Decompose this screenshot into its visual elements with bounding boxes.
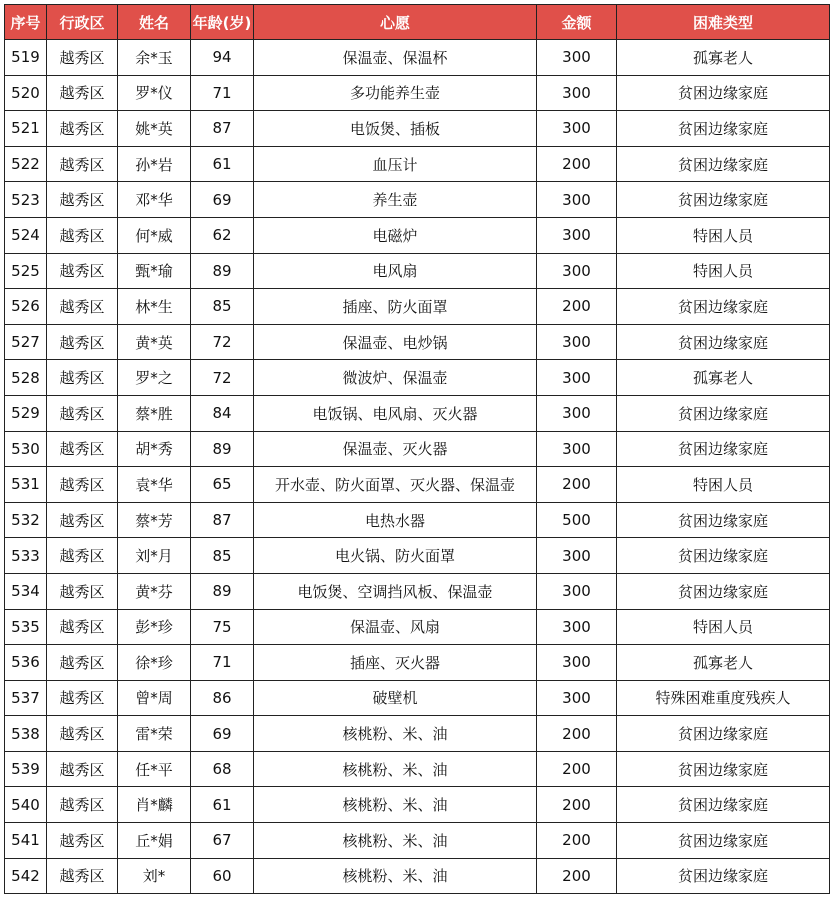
- cell-wish: 电饭锅、电风扇、灭火器: [254, 395, 537, 431]
- cell-age: 84: [191, 395, 254, 431]
- cell-district: 越秀区: [47, 467, 118, 503]
- table-row: [5, 751, 830, 787]
- cell-difficulty-type: 贫困边缘家庭: [617, 395, 830, 431]
- table-row: [5, 823, 830, 859]
- cell-wish: 插座、防火面罩: [254, 289, 537, 325]
- header-wish: 心愿: [254, 5, 537, 40]
- cell-age: 61: [191, 146, 254, 182]
- table-row: [5, 858, 830, 894]
- cell-amount: 300: [537, 395, 617, 431]
- cell-district: 越秀区: [47, 111, 118, 147]
- table-row: [5, 538, 830, 574]
- cell-district: 越秀区: [47, 645, 118, 681]
- header-amount: 金额: [537, 5, 617, 40]
- cell-amount: 500: [537, 502, 617, 538]
- cell-age: 72: [191, 324, 254, 360]
- header-difficulty-type: 困难类型: [617, 5, 830, 40]
- table-row: [5, 217, 830, 253]
- cell-name: 林*生: [118, 289, 191, 325]
- cell-wish: 保温壶、保温杯: [254, 40, 537, 76]
- cell-amount: 300: [537, 40, 617, 76]
- cell-amount: 300: [537, 182, 617, 218]
- cell-amount: 300: [537, 360, 617, 396]
- cell-amount: 300: [537, 217, 617, 253]
- cell-difficulty-type: 特困人员: [617, 467, 830, 503]
- cell-difficulty-type: 贫困边缘家庭: [617, 716, 830, 752]
- cell-wish: 核桃粉、米、油: [254, 716, 537, 752]
- cell-name: 蔡*芳: [118, 502, 191, 538]
- cell-name: 甄*瑜: [118, 253, 191, 289]
- cell-amount: 300: [537, 111, 617, 147]
- cell-amount: 300: [537, 253, 617, 289]
- cell-difficulty-type: 贫困边缘家庭: [617, 75, 830, 111]
- cell-wish: 核桃粉、米、油: [254, 751, 537, 787]
- cell-district: 越秀区: [47, 289, 118, 325]
- cell-amount: 200: [537, 146, 617, 182]
- cell-difficulty-type: 贫困边缘家庭: [617, 324, 830, 360]
- table-row: [5, 716, 830, 752]
- cell-district: 越秀区: [47, 146, 118, 182]
- cell-name: 邓*华: [118, 182, 191, 218]
- cell-serial: 540: [5, 787, 47, 823]
- cell-difficulty-type: 贫困边缘家庭: [617, 182, 830, 218]
- cell-name: 肖*麟: [118, 787, 191, 823]
- cell-district: 越秀区: [47, 787, 118, 823]
- cell-serial: 526: [5, 289, 47, 325]
- cell-age: 71: [191, 645, 254, 681]
- cell-district: 越秀区: [47, 573, 118, 609]
- cell-name: 雷*荣: [118, 716, 191, 752]
- table-row: [5, 146, 830, 182]
- cell-serial: 527: [5, 324, 47, 360]
- cell-age: 69: [191, 716, 254, 752]
- cell-district: 越秀区: [47, 182, 118, 218]
- cell-district: 越秀区: [47, 823, 118, 859]
- table-row: [5, 111, 830, 147]
- cell-name: 黄*英: [118, 324, 191, 360]
- cell-age: 75: [191, 609, 254, 645]
- cell-serial: 535: [5, 609, 47, 645]
- cell-district: 越秀区: [47, 40, 118, 76]
- cell-serial: 528: [5, 360, 47, 396]
- cell-difficulty-type: 特困人员: [617, 217, 830, 253]
- cell-age: 69: [191, 182, 254, 218]
- table-row: [5, 182, 830, 218]
- cell-serial: 534: [5, 573, 47, 609]
- cell-district: 越秀区: [47, 680, 118, 716]
- table-row: [5, 395, 830, 431]
- cell-age: 62: [191, 217, 254, 253]
- cell-serial: 522: [5, 146, 47, 182]
- cell-age: 72: [191, 360, 254, 396]
- cell-district: 越秀区: [47, 431, 118, 467]
- cell-serial: 532: [5, 502, 47, 538]
- table-header-row: [5, 5, 830, 40]
- cell-age: 65: [191, 467, 254, 503]
- cell-serial: 525: [5, 253, 47, 289]
- cell-serial: 541: [5, 823, 47, 859]
- cell-serial: 521: [5, 111, 47, 147]
- cell-age: 68: [191, 751, 254, 787]
- cell-district: 越秀区: [47, 858, 118, 894]
- cell-amount: 300: [537, 431, 617, 467]
- cell-wish: 血压计: [254, 146, 537, 182]
- cell-age: 85: [191, 538, 254, 574]
- cell-age: 87: [191, 502, 254, 538]
- cell-wish: 电火锅、防火面罩: [254, 538, 537, 574]
- cell-amount: 200: [537, 716, 617, 752]
- cell-amount: 300: [537, 75, 617, 111]
- cell-name: 曾*周: [118, 680, 191, 716]
- cell-wish: 电热水器: [254, 502, 537, 538]
- cell-amount: 300: [537, 680, 617, 716]
- cell-name: 何*威: [118, 217, 191, 253]
- cell-serial: 524: [5, 217, 47, 253]
- cell-wish: 核桃粉、米、油: [254, 787, 537, 823]
- cell-district: 越秀区: [47, 324, 118, 360]
- cell-wish: 电饭煲、空调挡风板、保温壶: [254, 573, 537, 609]
- cell-wish: 插座、灭火器: [254, 645, 537, 681]
- cell-wish: 多功能养生壶: [254, 75, 537, 111]
- cell-wish: 核桃粉、米、油: [254, 858, 537, 894]
- cell-serial: 538: [5, 716, 47, 752]
- cell-name: 袁*华: [118, 467, 191, 503]
- cell-wish: 养生壶: [254, 182, 537, 218]
- cell-amount: 200: [537, 858, 617, 894]
- cell-age: 86: [191, 680, 254, 716]
- cell-serial: 529: [5, 395, 47, 431]
- cell-difficulty-type: 贫困边缘家庭: [617, 502, 830, 538]
- cell-amount: 200: [537, 751, 617, 787]
- cell-difficulty-type: 孤寡老人: [617, 645, 830, 681]
- cell-amount: 200: [537, 289, 617, 325]
- cell-difficulty-type: 孤寡老人: [617, 360, 830, 396]
- cell-difficulty-type: 孤寡老人: [617, 40, 830, 76]
- cell-wish: 电风扇: [254, 253, 537, 289]
- cell-district: 越秀区: [47, 538, 118, 574]
- cell-district: 越秀区: [47, 609, 118, 645]
- cell-name: 罗*仪: [118, 75, 191, 111]
- cell-difficulty-type: 贫困边缘家庭: [617, 751, 830, 787]
- table-row: [5, 40, 830, 76]
- cell-difficulty-type: 贫困边缘家庭: [617, 538, 830, 574]
- cell-wish: 开水壶、防火面罩、灭火器、保温壶: [254, 467, 537, 503]
- cell-name: 彭*珍: [118, 609, 191, 645]
- cell-district: 越秀区: [47, 751, 118, 787]
- cell-age: 89: [191, 431, 254, 467]
- cell-age: 61: [191, 787, 254, 823]
- wish-table: [4, 4, 830, 894]
- cell-age: 87: [191, 111, 254, 147]
- cell-difficulty-type: 特殊困难重度残疾人: [617, 680, 830, 716]
- table-row: [5, 431, 830, 467]
- cell-serial: 542: [5, 858, 47, 894]
- cell-age: 67: [191, 823, 254, 859]
- table-row: [5, 467, 830, 503]
- cell-age: 89: [191, 253, 254, 289]
- cell-wish: 电饭煲、插板: [254, 111, 537, 147]
- table-row: [5, 573, 830, 609]
- cell-age: 71: [191, 75, 254, 111]
- cell-serial: 539: [5, 751, 47, 787]
- cell-name: 丘*娟: [118, 823, 191, 859]
- wish-table-container: [4, 4, 830, 894]
- cell-name: 刘*: [118, 858, 191, 894]
- cell-wish: 保温壶、风扇: [254, 609, 537, 645]
- table-row: [5, 360, 830, 396]
- cell-name: 余*玉: [118, 40, 191, 76]
- header-serial: 序号: [5, 5, 47, 40]
- cell-name: 刘*月: [118, 538, 191, 574]
- cell-amount: 300: [537, 538, 617, 574]
- cell-name: 任*平: [118, 751, 191, 787]
- table-row: [5, 609, 830, 645]
- cell-age: 89: [191, 573, 254, 609]
- cell-wish: 保温壶、灭火器: [254, 431, 537, 467]
- cell-district: 越秀区: [47, 716, 118, 752]
- cell-difficulty-type: 特困人员: [617, 609, 830, 645]
- cell-serial: 520: [5, 75, 47, 111]
- header-name: 姓名: [118, 5, 191, 40]
- cell-wish: 微波炉、保温壶: [254, 360, 537, 396]
- cell-wish: 核桃粉、米、油: [254, 823, 537, 859]
- cell-district: 越秀区: [47, 502, 118, 538]
- cell-amount: 200: [537, 467, 617, 503]
- cell-wish: 电磁炉: [254, 217, 537, 253]
- header-district: 行政区: [47, 5, 118, 40]
- table-row: [5, 75, 830, 111]
- cell-serial: 537: [5, 680, 47, 716]
- cell-district: 越秀区: [47, 253, 118, 289]
- header-age: 年龄(岁): [191, 5, 254, 40]
- cell-district: 越秀区: [47, 217, 118, 253]
- table-row: [5, 680, 830, 716]
- table-row: [5, 502, 830, 538]
- cell-name: 蔡*胜: [118, 395, 191, 431]
- cell-name: 徐*珍: [118, 645, 191, 681]
- table-row: [5, 289, 830, 325]
- table-row: [5, 324, 830, 360]
- cell-district: 越秀区: [47, 360, 118, 396]
- cell-amount: 300: [537, 609, 617, 645]
- cell-difficulty-type: 贫困边缘家庭: [617, 111, 830, 147]
- cell-district: 越秀区: [47, 395, 118, 431]
- cell-amount: 300: [537, 645, 617, 681]
- cell-wish: 保温壶、电炒锅: [254, 324, 537, 360]
- cell-serial: 531: [5, 467, 47, 503]
- cell-difficulty-type: 贫困边缘家庭: [617, 858, 830, 894]
- cell-name: 黄*芬: [118, 573, 191, 609]
- cell-difficulty-type: 贫困边缘家庭: [617, 431, 830, 467]
- cell-age: 60: [191, 858, 254, 894]
- cell-difficulty-type: 贫困边缘家庭: [617, 823, 830, 859]
- cell-district: 越秀区: [47, 75, 118, 111]
- cell-difficulty-type: 贫困边缘家庭: [617, 787, 830, 823]
- cell-serial: 536: [5, 645, 47, 681]
- cell-difficulty-type: 贫困边缘家庭: [617, 146, 830, 182]
- table-row: [5, 787, 830, 823]
- cell-name: 罗*之: [118, 360, 191, 396]
- cell-difficulty-type: 贫困边缘家庭: [617, 573, 830, 609]
- cell-name: 胡*秀: [118, 431, 191, 467]
- cell-wish: 破壁机: [254, 680, 537, 716]
- cell-age: 85: [191, 289, 254, 325]
- cell-serial: 533: [5, 538, 47, 574]
- cell-amount: 300: [537, 573, 617, 609]
- cell-amount: 200: [537, 787, 617, 823]
- cell-name: 姚*英: [118, 111, 191, 147]
- cell-serial: 523: [5, 182, 47, 218]
- table-row: [5, 645, 830, 681]
- cell-amount: 200: [537, 823, 617, 859]
- table-row: [5, 253, 830, 289]
- cell-serial: 519: [5, 40, 47, 76]
- cell-difficulty-type: 贫困边缘家庭: [617, 289, 830, 325]
- cell-serial: 530: [5, 431, 47, 467]
- cell-amount: 300: [537, 324, 617, 360]
- cell-name: 孙*岩: [118, 146, 191, 182]
- cell-age: 94: [191, 40, 254, 76]
- cell-difficulty-type: 特困人员: [617, 253, 830, 289]
